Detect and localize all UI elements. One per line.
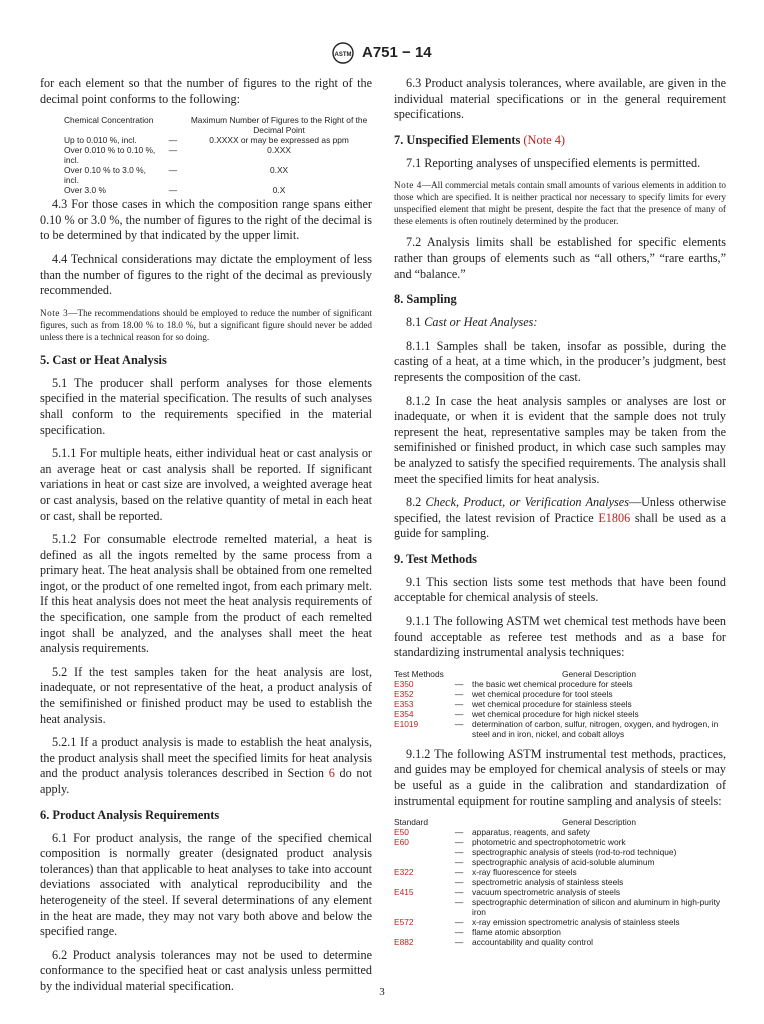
method-description: determination of carbon, sulfur, nitrogen, oxygen, and hydrogen, in steel and in iron, nickel, and cobalt alloys — [472, 718, 719, 739]
left-column — [40, 76, 372, 1003]
table-row — [394, 877, 726, 887]
table-row — [64, 185, 372, 195]
italic-heading: Cast or Heat Analyses: — [424, 315, 538, 330]
method-link[interactable]: E350 — [394, 678, 414, 689]
para-5-2: 5.2 If the test samples taken for the heat analysis are lost, inadequate, or not representative of the heat, a product analysis of the semifinished or finished product may be used to establish the heat analysis. — [40, 664, 372, 726]
fig-value: 0.XXX — [267, 145, 291, 156]
dash: — — [454, 827, 464, 838]
section-8-title: 8. Sampling — [394, 292, 457, 307]
text: 8.1 — [406, 315, 425, 330]
table-row — [394, 927, 726, 937]
fig-dash: — — [168, 135, 178, 146]
dash: — — [454, 867, 464, 878]
note-label: Note 3 — [40, 307, 69, 318]
dash: — — [454, 708, 464, 719]
table-row — [394, 847, 726, 857]
intro-text: for each element so that the number of figures to the right of the decimal point conforms to the following: — [40, 76, 372, 106]
table-row — [394, 679, 726, 689]
dash: — — [454, 877, 464, 888]
standard-description: photometric and spectrophotometric work — [472, 837, 626, 848]
dash: — — [454, 887, 464, 898]
note-3 — [40, 307, 372, 343]
method-description: the basic wet chemical procedure for steels — [472, 678, 633, 689]
standard-description: apparatus, reagents, and safety — [472, 827, 590, 838]
wet-methods-table — [394, 669, 726, 739]
standard-description: vacuum spectrometric analysis of steels — [472, 887, 621, 898]
para-8-1 — [394, 315, 726, 331]
text: do not apply. — [40, 766, 372, 796]
table-row — [394, 917, 726, 927]
para-7-1: 7.1 Reporting analyses of unspecified elements is permitted. — [406, 155, 701, 170]
note-text: —The recommendations should be employed to reduce the number of significant figures, such as from 18.00 % to 18.0 %, but a significant figure should never be added unless there is a technical reason for so doing. — [40, 307, 373, 342]
table-row — [64, 135, 372, 145]
dash: — — [454, 897, 464, 908]
dash: — — [454, 837, 464, 848]
standard-link — [394, 897, 446, 917]
section-9-title: 9. Test Methods — [394, 551, 477, 566]
para-5-1-1: 5.1.1 For multiple heats, either individual heat or cast analysis or an average heat or cast analysis shall be reported. If significant variations in heat or cast size are involved, a weighted average heat or cast analysis, based on the relative quantity of metal in each heat or cast, shall be reported. — [40, 446, 372, 523]
dash: — — [454, 917, 464, 928]
wet-header-methods: Test Methods — [394, 668, 444, 679]
table-row — [394, 719, 726, 739]
standard-link — [394, 927, 446, 937]
para-8-1-1: 8.1.1 Samples shall be taken, insofar as possible, during the casting of a heat, at a time which, in the producer’s judgment, best represents the composition of the cast. — [394, 338, 726, 384]
dash: — — [454, 678, 464, 689]
fig-value: 0.X — [272, 185, 286, 196]
para-6-3: 6.3 Product analysis tolerances, where available, are given in the individual material specifications or in the general requirement specifications. — [394, 76, 726, 122]
dash: — — [454, 718, 464, 729]
text: shall be used as a guide for sampling. — [394, 510, 726, 541]
fig-conc: Up to 0.010 %, incl. — [64, 135, 137, 146]
para-5-2-1 — [40, 735, 372, 797]
standard-link[interactable]: E882 — [394, 937, 414, 948]
standard-link[interactable]: E60 — [394, 837, 409, 848]
standard-description: x-ray emission spectrometric analysis of stainless steels — [472, 917, 680, 928]
para-8-1-2: 8.1.2 In case the heat analysis samples or analyses are lost or inadequate, or when it is evident that the sample does not truly represent the heat, representative samples may be taken from the semifinished or finished product, in which case such samples may be analyzed to satisfy the specified requirements. The analysis shall meet the specified limits for heat analysis. — [394, 393, 726, 486]
para-4-3: 4.3 For those cases in which the composition range spans either 0.10 % or 3.0 %, the number of figures to the right of the decimal is to be determined by that indicated by the upper limit. — [40, 197, 372, 243]
section-7-title — [394, 133, 726, 148]
para-6-1: 6.1 For product analysis, the range of the specified chemical composition is normally greater (designated product analysis tolerances) than that applicable to heat analyses to take into account deviations associated with analytical reproducibility and the heterogeneity of the steel. If several determinations of any element in the heat are made, they may not vary both above and below the specified range. — [40, 830, 372, 939]
standard-link[interactable]: E322 — [394, 867, 414, 878]
table-row — [394, 887, 726, 897]
para-4-4: 4.4 Technical considerations may dictate the employment of less than the number of figures to the right of the decimal as previously recommended. — [40, 251, 372, 298]
method-description: wet chemical procedure for high nickel steels — [472, 708, 639, 719]
method-description: wet chemical procedure for stainless steels — [472, 698, 632, 709]
standard-description: spectrometric analysis of stainless steels — [472, 877, 624, 888]
fig-dash: — — [168, 145, 178, 156]
text: 5.2.1 If a product analysis is made to establish the heat analysis, the product analysis shall meet the specified limits for heat analysis and the product analysis tolerances described in Section — [40, 735, 372, 781]
method-description: wet chemical procedure for tool steels — [472, 688, 613, 699]
page-number: 3 — [379, 986, 385, 998]
dash: — — [454, 698, 464, 709]
table-row — [394, 709, 726, 719]
dash: — — [454, 688, 464, 699]
note-4 — [394, 179, 726, 227]
standard-link — [394, 847, 446, 857]
e1806-link[interactable]: E1806 — [598, 510, 631, 525]
method-link[interactable]: E352 — [394, 688, 414, 699]
dash: — — [454, 937, 464, 948]
document-title: A751 − 14 — [361, 43, 432, 61]
figures-table — [64, 115, 372, 195]
fig-value: 0.XXXX or may be expressed as ppm — [209, 135, 349, 146]
method-link[interactable]: E1019 — [394, 718, 419, 729]
fig-dash: — — [168, 165, 178, 176]
para-5-1: 5.1 The producer shall perform analyses for those elements specified in the material specification. The results of such analyses shall conform to the requirements specified in the material specification. — [40, 375, 372, 437]
text: —Unless otherwise specified, the latest revision of Practice — [394, 495, 726, 525]
table-row — [394, 897, 726, 917]
para-6-2: 6.2 Product analysis tolerances may not be used to determine conformance to the specified heat or cast analysis unless permitted by the individual material specification. — [40, 947, 372, 993]
italic-heading: Check, Product, or Verification Analyses — [425, 495, 629, 510]
fig-header-conc: Chemical Concentration — [64, 115, 154, 126]
page-header — [0, 42, 764, 64]
standard-link — [394, 877, 446, 887]
section-title-text: 7. Unspecified Elements — [394, 132, 521, 147]
para-8-2 — [394, 495, 726, 542]
method-link[interactable]: E353 — [394, 698, 414, 709]
svg-text:ASTM: ASTM — [334, 52, 352, 58]
right-column — [394, 76, 726, 947]
table-row — [394, 867, 726, 877]
section-6-title: 6. Product Analysis Requirements — [40, 807, 220, 822]
para-9-1-1: 9.1.1 The following ASTM wet chemical test methods have been found acceptable as referee test methods and as a base for standardizing instrumental analysis techniques: — [394, 614, 726, 660]
section-6-link[interactable]: 6 — [328, 766, 335, 781]
astm-logo-icon — [332, 42, 354, 64]
standard-link[interactable]: E572 — [394, 917, 414, 928]
table-row — [64, 145, 372, 165]
instrumental-methods-table — [394, 817, 726, 947]
fig-dash: — — [168, 185, 178, 196]
table-row — [394, 699, 726, 709]
dash: — — [454, 927, 464, 938]
table-row — [394, 827, 726, 837]
table-row — [394, 857, 726, 867]
para-7-2: 7.2 Analysis limits shall be established for specific elements rather than groups of elements such as “all others,” “rare earths,” and “balance.” — [394, 235, 726, 281]
table-row — [394, 837, 726, 847]
table-row — [64, 165, 372, 185]
inst-header-description: General Description — [561, 817, 636, 828]
para-9-1: 9.1 This section lists some test methods that have been found acceptable for chemical analysis of steels. — [394, 574, 726, 605]
standard-description: x-ray fluorescence for steels — [472, 867, 577, 878]
note-4-link[interactable]: (Note 4) — [523, 132, 566, 147]
fig-conc: Over 3.0 % — [64, 185, 106, 196]
table-row — [394, 937, 726, 947]
table-row — [394, 689, 726, 699]
dash: — — [454, 847, 464, 858]
fig-value: 0.XX — [269, 165, 289, 176]
standard-description: spectrographic determination of silicon and aluminum in high-purity iron — [472, 897, 721, 918]
section-5-title: 5. Cast or Heat Analysis — [40, 352, 167, 367]
inst-header-standard: Standard — [394, 817, 428, 828]
standard-link[interactable]: E50 — [394, 827, 409, 838]
standard-link[interactable]: E415 — [394, 887, 414, 898]
fig-conc: Over 0.10 % to 3.0 %, incl. — [64, 165, 146, 186]
fig-conc: Over 0.010 % to 0.10 %, incl. — [64, 145, 156, 166]
note-text: —All commercial metals contain small amounts of various elements in addition to those which are specified. It is neither practical nor necessary to specify limits for every unspecified element that might be present, despite the fact that the presence of many of these elements is often routinely determined by the producer. — [394, 180, 726, 227]
method-link[interactable]: E354 — [394, 708, 414, 719]
standard-description: accountability and quality control — [472, 937, 594, 948]
wet-header-description: General Description — [561, 668, 636, 679]
fig-header-figures: Maximum Number of Figures to the Right of the Decimal Point — [190, 115, 368, 136]
para-9-1-2: 9.1.2 The following ASTM instrumental test methods, practices, and guides may be employed for chemical analysis of steels or may be useful as a guide in the calibration and standardization of instrumental equipment for routine sampling and analysis of steels: — [394, 746, 726, 808]
para-5-1-2: 5.1.2 For consumable electrode remelted material, a heat is defined as all the ingots remelted by the same process from a primary heat. The heat analysis shall be obtained from one remelted ingot, or the product of one remelted ingot, from each primary melt. If this heat analysis does not meet the heat analysis requirements of the specification, one sample from the product of each remelted ingot shall be analyzed, and the analyses shall meet the heat analysis requirements. — [40, 532, 372, 656]
standard-description: spectrographic analysis of acid-soluble aluminum — [472, 857, 655, 868]
text: 8.2 — [406, 495, 426, 510]
dash: — — [454, 857, 464, 868]
note-label: Note 4 — [394, 180, 422, 191]
standard-description: flame atomic absorption — [472, 927, 561, 938]
standard-description: spectrographic analysis of steels (rod-to-rod technique) — [472, 847, 677, 858]
standard-link — [394, 857, 446, 867]
